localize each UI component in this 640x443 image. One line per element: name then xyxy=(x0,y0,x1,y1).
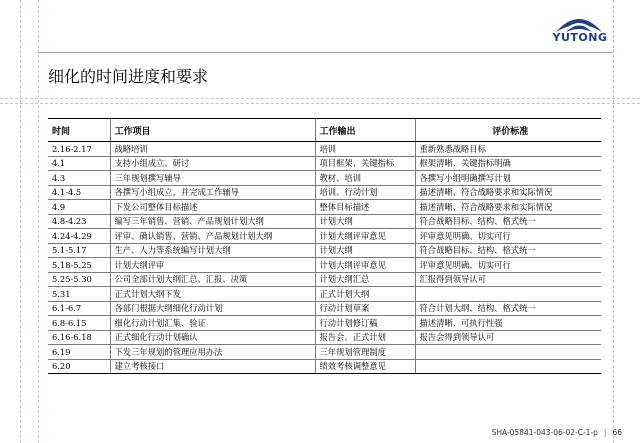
table-row xyxy=(48,287,601,302)
cell-time: 4.1-4.5 xyxy=(48,185,110,200)
cell-task: 评审、确认销售、营销、产品规划计划大纲 xyxy=(110,229,315,244)
schedule-table xyxy=(48,118,601,374)
schedule-table-container xyxy=(48,118,601,374)
table-row xyxy=(48,330,601,345)
cell-task: 各撰写小组成立，并完成工作辅导 xyxy=(110,185,315,200)
cell-output: 正式计划大纲 xyxy=(315,287,415,302)
cell-criteria: 描述清晰、可执行性强 xyxy=(415,316,601,331)
cell-criteria: 描述清晰、符合战略要求和实际情况 xyxy=(415,185,601,200)
cell-output: 计划大纲 xyxy=(315,243,415,258)
cell-output: 项目框架、关键指标 xyxy=(315,156,415,171)
cell-criteria xyxy=(415,359,601,374)
cell-criteria: 各撰写小组明确撰写计划 xyxy=(415,171,601,186)
cell-output: 培训、行动计划 xyxy=(315,185,415,200)
cell-criteria: 描述清晰、符合战略要求和实际情况 xyxy=(415,200,601,215)
cell-time: 4.24-4.29 xyxy=(48,229,110,244)
cell-criteria: 评审意见明确、切实可行 xyxy=(415,258,601,273)
cell-time: 6.19 xyxy=(48,345,110,360)
header-output: 工作输出 xyxy=(315,119,415,142)
cell-criteria: 汇报得到领导认可 xyxy=(415,272,601,287)
cell-output: 绩效考核调整意见 xyxy=(315,359,415,374)
guide-line-horizontal xyxy=(0,103,640,104)
cell-criteria: 框架清晰、关键指标明确 xyxy=(415,156,601,171)
cell-time: 4.9 xyxy=(48,200,110,215)
cell-time: 5.31 xyxy=(48,287,110,302)
cell-time: 5.18-5.25 xyxy=(48,258,110,273)
cell-criteria xyxy=(415,345,601,360)
cell-time: 6.1-6.7 xyxy=(48,301,110,316)
table-row xyxy=(48,359,601,374)
footer xyxy=(492,428,622,437)
header-task: 工作项目 xyxy=(110,119,315,142)
page-title: 细化的时间进度和要求 xyxy=(48,67,209,86)
table-body xyxy=(48,142,601,374)
header-divider xyxy=(38,52,613,53)
cell-criteria: 重新熟悉战略目标 xyxy=(415,142,601,157)
table-row xyxy=(48,171,601,186)
table-row xyxy=(48,185,601,200)
guide-line-vertical xyxy=(20,0,21,443)
table-row xyxy=(48,258,601,273)
table-row xyxy=(48,142,601,157)
table-row xyxy=(48,301,601,316)
cell-criteria: 符合战略目标、结构、格式统一 xyxy=(415,214,601,229)
table-row xyxy=(48,345,601,360)
cell-criteria xyxy=(415,287,601,302)
table-row xyxy=(48,156,601,171)
cell-output: 报告会、正式计划 xyxy=(315,330,415,345)
cell-time: 6.8-6.15 xyxy=(48,316,110,331)
cell-output: 计划大纲汇总 xyxy=(315,272,415,287)
cell-output: 三年规划管理制度 xyxy=(315,345,415,360)
header-criteria: 评价标准 xyxy=(415,119,601,142)
table-header-row xyxy=(48,119,601,142)
cell-criteria: 报告会得到领导认可 xyxy=(415,330,601,345)
cell-task: 各部门根据大纲细化行动计划 xyxy=(110,301,315,316)
table-row xyxy=(48,272,601,287)
cell-output: 整体目标描述 xyxy=(315,200,415,215)
cell-time: 4.8-4.23 xyxy=(48,214,110,229)
guide-line-horizontal xyxy=(0,98,640,99)
table-row xyxy=(48,214,601,229)
cell-task: 战略培训 xyxy=(110,142,315,157)
table-row xyxy=(48,200,601,215)
cell-output: 计划大纲评审意见 xyxy=(315,229,415,244)
page-number: 66 xyxy=(612,428,622,437)
cell-time: 6.20 xyxy=(48,359,110,374)
cell-task: 下发三年规划的管理应用办法 xyxy=(110,345,315,360)
cell-task: 编写三年销售、营销、产品规划计划大纲 xyxy=(110,214,315,229)
cell-output: 计划大纲 xyxy=(315,214,415,229)
table-row xyxy=(48,243,601,258)
guide-line-vertical xyxy=(613,0,614,443)
footer-separator: | xyxy=(603,428,607,437)
doc-code: SHA-05841-043-06-02-C-1-p xyxy=(491,428,598,437)
brand-name: YUTONG xyxy=(552,31,608,44)
cell-output: 计划大纲评审意见 xyxy=(315,258,415,273)
table-row xyxy=(48,316,601,331)
cell-time: 4.3 xyxy=(48,171,110,186)
cell-time: 4.1 xyxy=(48,156,110,171)
cell-output: 行动计划修订稿 xyxy=(315,316,415,331)
cell-criteria: 符合战略目标、结构、格式统一 xyxy=(415,243,601,258)
cell-task: 正式细化行动计划确认 xyxy=(110,330,315,345)
cell-task: 下发公司整体目标描述 xyxy=(110,200,315,215)
cell-output: 行动计划草案 xyxy=(315,301,415,316)
cell-task: 细化行动计划汇集、验证 xyxy=(110,316,315,331)
guide-line-vertical xyxy=(38,0,39,443)
table-row xyxy=(48,229,601,244)
cell-task: 公司全部计划大纲汇总、汇报、决策 xyxy=(110,272,315,287)
cell-output: 培训 xyxy=(315,142,415,157)
cell-task: 三年规划撰写辅导 xyxy=(110,171,315,186)
cell-task: 支持小组成立、研讨 xyxy=(110,156,315,171)
cell-time: 6.16-6.18 xyxy=(48,330,110,345)
cell-task: 正式计划大纲下发 xyxy=(110,287,315,302)
cell-task: 建立考核接口 xyxy=(110,359,315,374)
header-time: 时间 xyxy=(48,119,110,142)
cell-criteria: 符合计划大纲、结构、格式统一 xyxy=(415,301,601,316)
cell-time: 5.1-5.17 xyxy=(48,243,110,258)
cell-time: 5.25-5.30 xyxy=(48,272,110,287)
cell-time: 2.16-2.17 xyxy=(48,142,110,157)
cell-task: 生产、人力等系统编写计划大纲 xyxy=(110,243,315,258)
cell-output: 教材、培训 xyxy=(315,171,415,186)
cell-criteria: 评审意见明确、切实可行 xyxy=(415,229,601,244)
cell-task: 计划大纲评审 xyxy=(110,258,315,273)
